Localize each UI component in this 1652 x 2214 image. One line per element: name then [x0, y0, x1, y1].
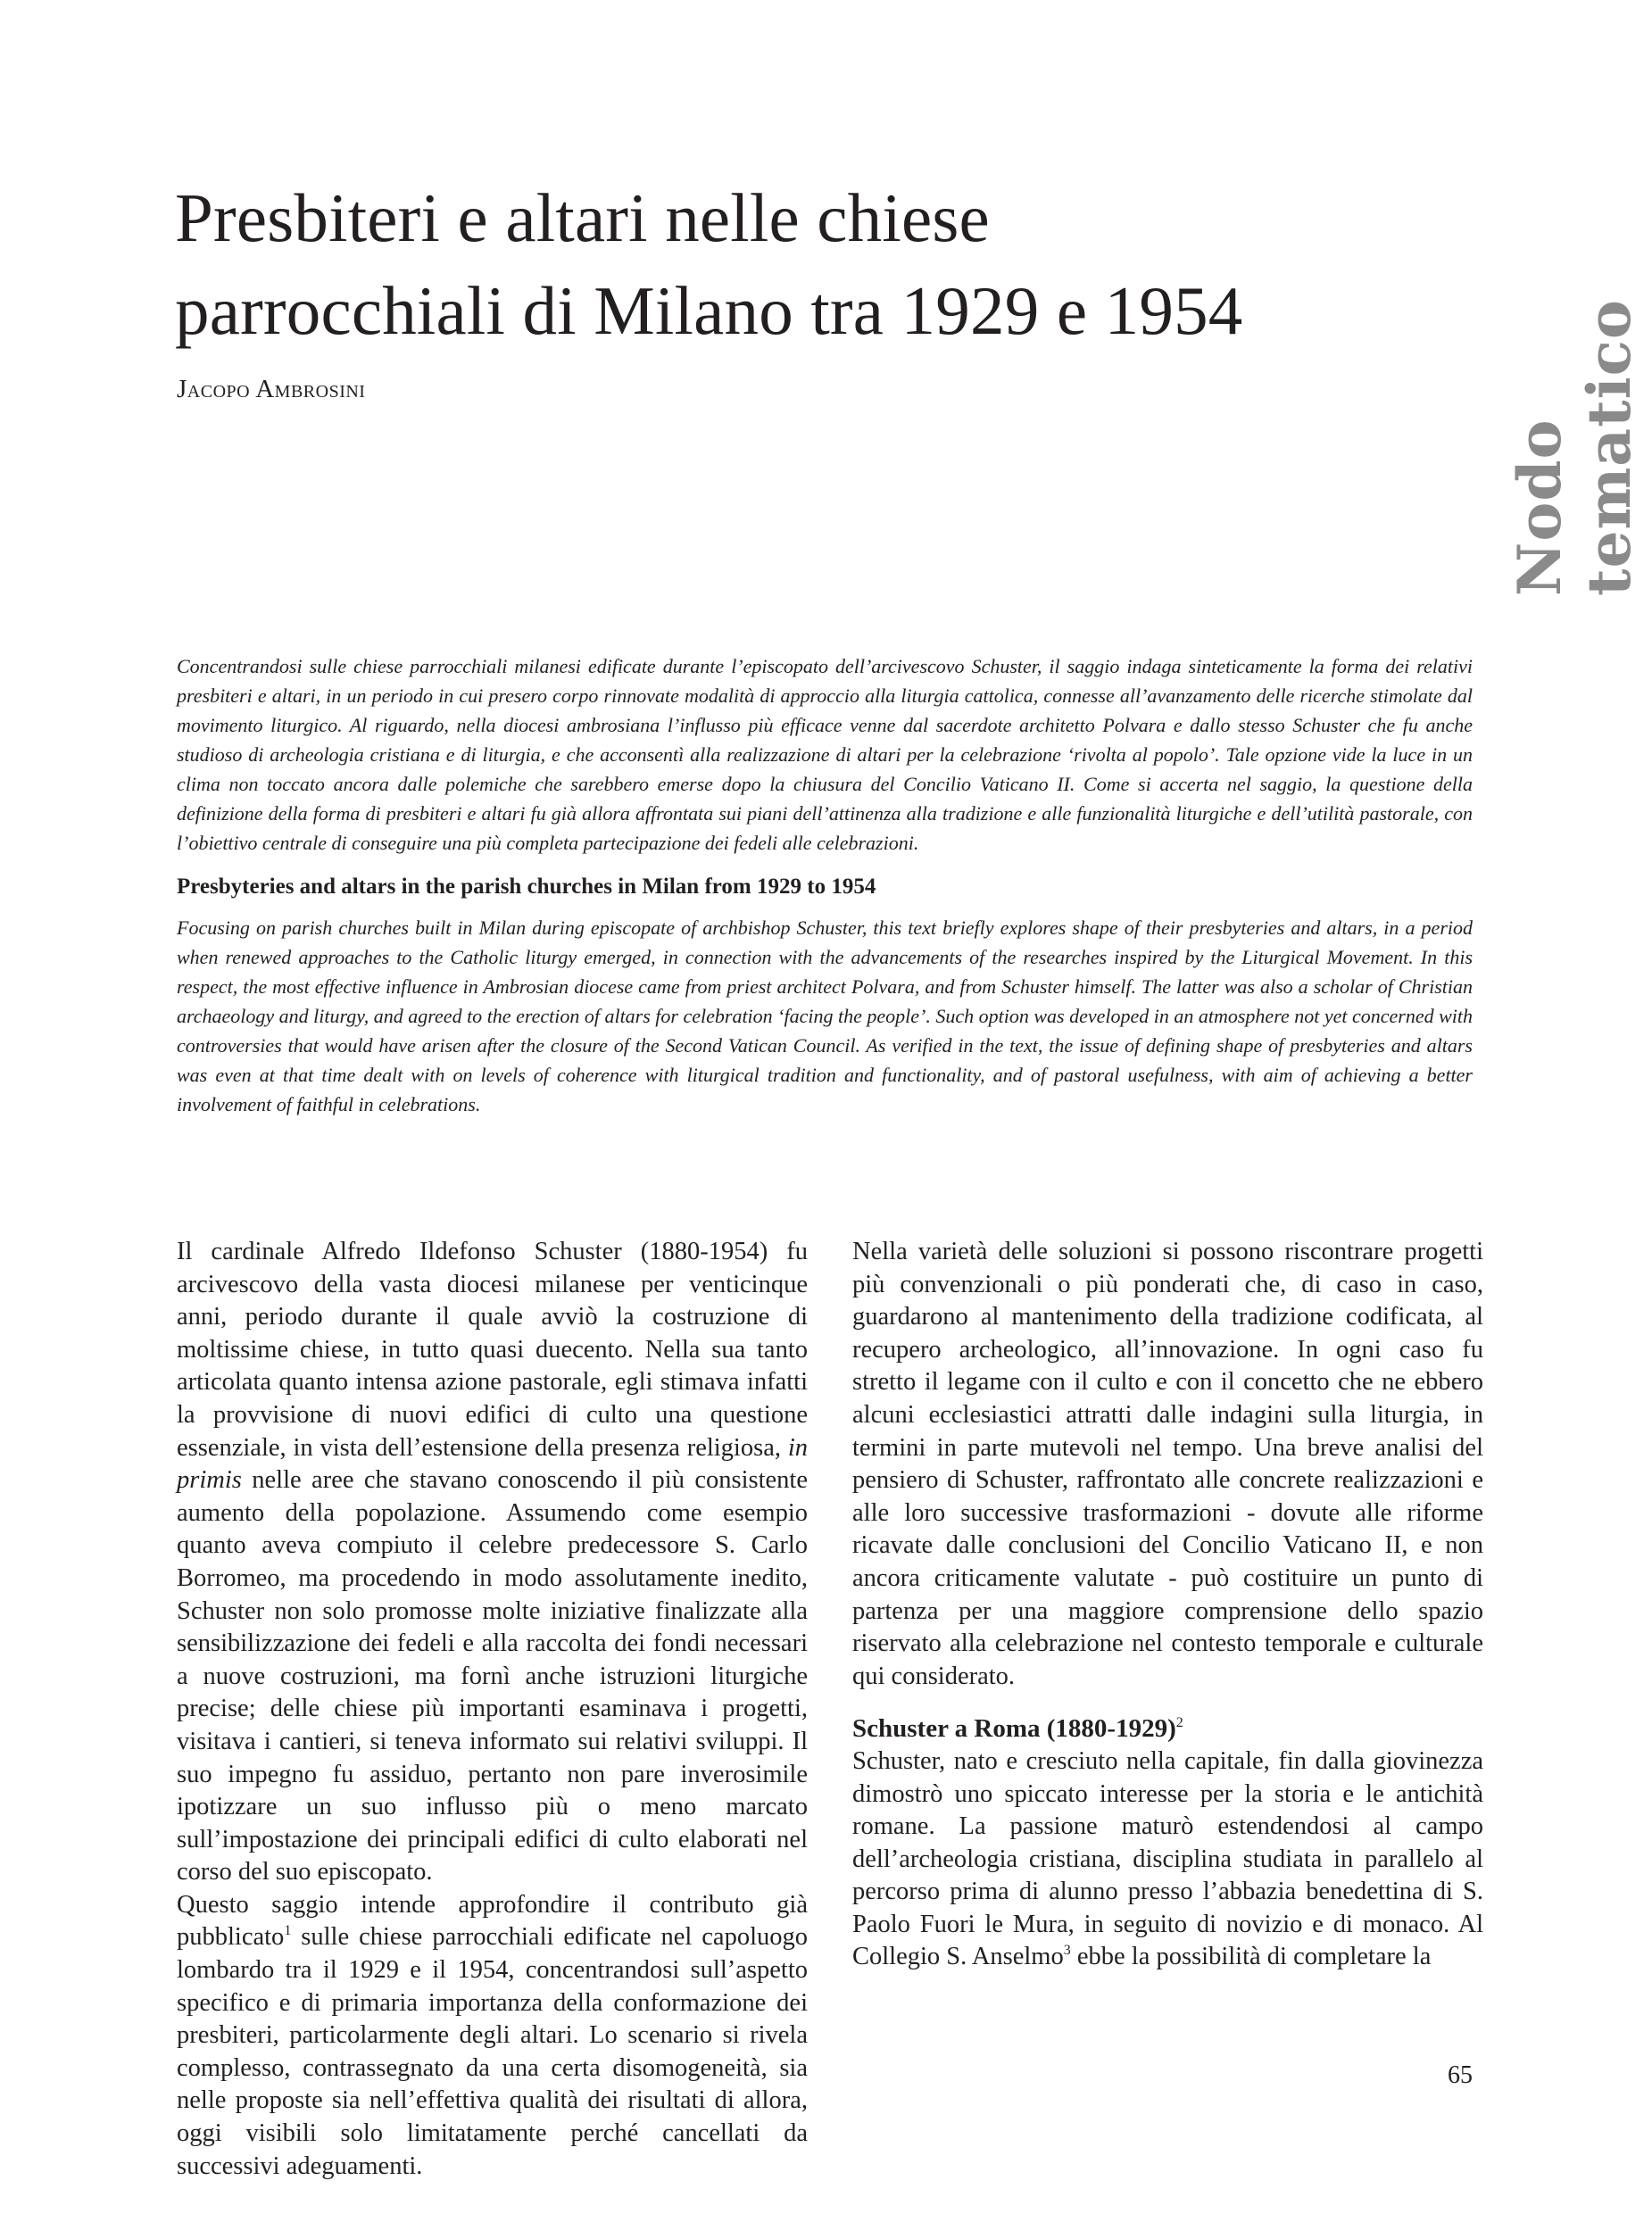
body-paragraph: [852, 1745, 1483, 1974]
abstract-english: Focusing on parish churches built in Milan during episcopate of archbishop Schuster, this text briefly explores shape of their presbyteries and altars, in a period when renewed approaches to the Catholic liturgy emerged, in connection with the advancements of the researches inspired by the Liturgical Movement. In this respect, the most effective influence in Ambrosian diocese came from priest architect Polvara, and from Schuster himself. The latter was also a scholar of Christian archaeology and liturgy, and agreed to the erection of altars for celebration ‘facing the people’. Such option was developed in an atmosphere not yet concerned with controversies that would have arisen after the closure of the Second Vatican Council. As verified in the text, the issue of defining shape of presbyteries and altars was even at that time dealt with on levels of coherence with liturgical tradition and functionality, and of pastoral usefulness, with aim of achieving a better involvement of faithful in celebrations.: [177, 916, 1473, 1115]
heading-text: Schuster a Roma (1880-1929): [852, 1714, 1176, 1744]
section-heading: [852, 1712, 1483, 1745]
body-paragraph: [177, 1889, 808, 2183]
section-side-label: Nodo tematico: [1505, 299, 1644, 596]
footnote-ref: 3: [1063, 1943, 1071, 1959]
emphasis-text: in primis: [177, 1433, 808, 1495]
title-line-2: parrocchiali di Milano tra 1929 e 1954: [175, 272, 1243, 349]
text-run: Il cardinale Alfredo Ildefonso Schuster (1880-1954) fu arcivescovo della vasta diocesi milanese per venticinque anni, periodo durante il quale avviò la costruzione di moltissime chiese, in tutto quasi duecento. Nella sua tanto articolata quanto intensa azione pastorale, egli stimava infatti la provvisione di nuovi edifici di culto una questione essenziale, in vista dell’estensione della presenza religiosa,: [177, 1238, 808, 1462]
abstract-english-title: Presbyteries and altars in the parish churches in Milan from 1929 to 1954: [177, 875, 876, 899]
body-paragraph: Nella varietà delle soluzioni si possono riscontrare progetti più convenzionali o più ponderati che, di caso in caso, guardarono al mantenimento della tradizione codificata, al recupero archeologico, all’innovazione. In ogni caso fu stretto il legame con il culto e con il concetto che ne ebbero alcuni ecclesiastici attratti dalle indagini sulla liturgia, in termini in parte mutevoli nel tempo. Una breve analisi del pensiero di Schuster, raffrontato alle concrete realizzazioni e alle loro successive trasformazioni - dovute alle riforme ricavate dalle conclusioni del Concilio Vaticano II, e non ancora criticamente valutate - può costituire un punto di partenza per una maggiore comprensione dello spazio riservato alla celebrazione nel contesto temporale e culturale qui considerato.: [852, 1238, 1483, 1690]
text-run: ebbe la possibilità di completare la: [1070, 1943, 1432, 1971]
title-line-1: Presbiteri e altari nelle chiese: [175, 179, 990, 256]
author-name: Jacopo Ambrosini: [177, 375, 366, 403]
footnote-ref: 1: [284, 1923, 292, 1939]
body-paragraph: [177, 1236, 808, 1889]
page-number: 65: [1448, 2061, 1473, 2089]
article-title: [175, 171, 1514, 357]
body-column-right: [852, 1236, 1483, 1974]
abstract-italian: Concentrandosi sulle chiese parrocchiali milanesi edificate durante l’episcopato dell’arcivescovo Schuster, il saggio indaga sinteticamente la forma dei relativi presbiteri e altari, in un periodo in cui presero corpo rinnovate modalità di approccio alla liturgia cattolica, connesse all’avanzamento delle ricerche stimolate dal movimento liturgico. Al riguardo, nella diocesi ambrosiana l’influsso più efficace venne dal sacerdote architetto Polvara e dallo stesso Schuster che fu anche studioso di archeologia cristiana e di liturgia, e che acconsentì alla realizzazione di altari per la celebrazione ‘rivolta al popolo’. Tale opzione vide la luce in un clima non toccato ancora dalle polemiche che sarebbero emerse dopo la chiusura del Concilio Vaticano II. Come si accerta nel saggio, la questione della definizione della forma di presbiteri e altari fu già allora affrontata sui piani dell’attinenza alla tradizione e alle funzionalità liturgiche e dell’utilità pastorale, con l’obiettivo centrale di conseguire una più completa partecipazione dei fedeli alle celebrazioni.: [177, 655, 1473, 854]
text-run: sulle chiese parrocchiali edificate nel capoluogo lombardo tra il 1929 e il 1954, concentrandosi sull’aspetto specifico e di primaria importanza della conformazione dei presbiteri, particolarmente degli altari. Lo scenario si rivela complesso, contrassegnato da una certa disomogeneità, sia nelle proposte sia nell’effettiva qualità dei risultati di allora, oggi visibili solo limitatamente perché cancellati da successivi adeguamenti.: [177, 1923, 808, 2180]
text-run: nelle aree che stavano conoscendo il più consistente aumento della popolazione. Assumendo come esempio quanto aveva compiuto il celebre predecessore S. Carlo Borromeo, ma procedendo in modo assolutamente inedito, Schuster non solo promosse molte iniziative finalizzate alla sensibilizzazione dei fedeli e alla raccolta dei fondi necessari a nuove costruzioni, ma fornì anche istruzioni liturgiche precise; delle chiese più importanti esaminava i progetti, visitava i cantieri, si teneva informato sui relativi sviluppi. Il suo impegno fu assiduo, pertanto non pare inverosimile ipotizzare un suo influsso più o meno marcato sull’impostazione dei principali edifici di culto elaborati nel corso del suo episcopato.: [177, 1466, 808, 1886]
text-run: Schuster, nato e cresciuto nella capitale, fin dalla giovinezza dimostrò uno spiccato interesse per la storia e le antichità romane. La passione maturò estendendosi al campo dell’archeologia cristiana, disciplina studiata in parallelo al percorso prima di alunno presso l’abbazia benedettina di S. Paolo Fuori le Mura, in seguito di novizio e di monaco. Al Collegio S. Anselmo: [852, 1746, 1483, 1971]
footnote-ref: 2: [1175, 1715, 1183, 1731]
body-column-left: [177, 1236, 808, 2183]
text-run: Questo saggio intende approfondire il contributo già pubblicato: [177, 1890, 808, 1952]
